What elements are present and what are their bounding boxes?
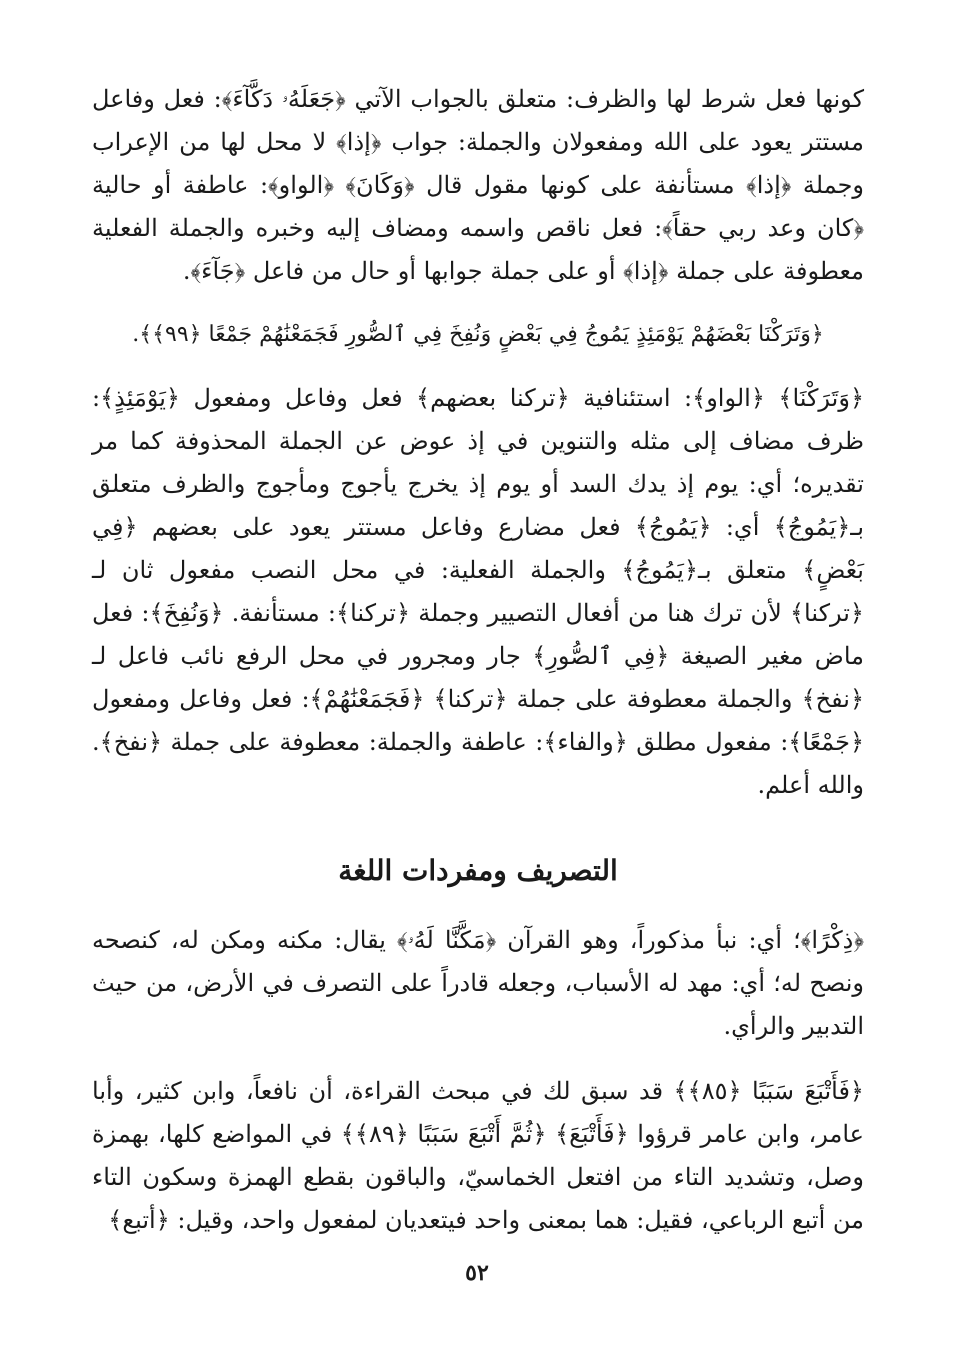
paragraph-4: ﴿فَأَتْبَعَ سَبَبًا ﴿٨٥﴾﴾ قد سبق لك في مبحث القراءة، أن نافعاً، وابن كثير، وأبا عامر، وابن عامر قرؤوا ﴿فَأَتْبَعَ﴾ ﴿ثُمَّ أَتْبَعَ سَبَبًا ﴿٨٩﴾﴾ في المواضع كلها، بهمزة وصل، وتشديد التاء من افتعل الخماسيّ، والباقون بقطع الهمزة وسكون التاء من أتبع الرباعي، فقيل: هما بمعنى واحد فيتعديان لمفعول واحد، وقيل: ﴿أتبع﴾ xyxy=(92,1077,864,1234)
quran-verse: ﴿وَتَرَكْنَا بَعْضَهُمْ يَوْمَئِذٍ يَمُوجُ فِي بَعْضٍ وَنُفِخَ فِي ٱلصُّورِ فَجَمَعْنَٰهُمْ جَمْعًا ﴿٩٩﴾﴾. xyxy=(132,322,824,347)
section-heading: التصريف ومفردات اللغة xyxy=(338,854,618,887)
paragraph-1: كونها فعل شرط لها والظرف: متعلق بالجواب الآتي ﴿جَعَلَهُۥ دَكَّآءَ﴾: فعل وفاعل مستتر يعود على الله ومفعولان والجملة: جواب ﴿إذا﴾ لا محل لها من الإعراب وجملة ﴿إذا﴾ مستأنفة على كونها مقول قال ﴿وَكَانَ﴾ ﴿الواو﴾: عاطفة أو حالية ﴿كان وعد ربي حقاً﴾: فعل ناقص واسمه ومضاف إليه وخبره والجملة الفعلية معطوفة على جملة ﴿إذا﴾ أو على جملة جوابها أو حال من فاعل ﴿جَآءَ﴾. xyxy=(92,85,864,285)
paragraph-3: ﴿ذِكْرًا﴾؛ أي: نبأ مذكوراً، وهو القرآن ﴿مَكَّنَّا لَهُۥ﴾ يقال: مكنه ومكن له، كنصحه ونصح له؛ أي: مهد له الأسباب، وجعله قادراً على التصرف في الأرض، من حيث التدبير والرأي. xyxy=(92,926,864,1040)
page-content xyxy=(92,78,864,1242)
page-number: ٥٢ xyxy=(465,1260,489,1286)
paragraph-2: ﴿وَتَرَكْنَا﴾ ﴿الواو﴾: استئنافية ﴿تركنا بعضهم﴾ فعل وفاعل ومفعول ﴿يَوْمَئِذٍ﴾: ظرف مضاف إلى مثله والتنوين في إذ عوض عن الجملة المحذوفة كما مر تقديره؛ أي: يوم إذ يدك السد أو يوم إذ يخرج يأجوج ومأجوج والظرف متعلق بـ﴿يَمُوجُ﴾ أي: ﴿يَمُوجُ﴾ فعل مضارع وفاعل مستتر يعود على بعضهم ﴿فِي بَعْضٍ﴾ متعلق بـ﴿يَمُوجُ﴾ والجملة الفعلية: في محل النصب مفعول ثان لـ ﴿تركنا﴾ لأن ترك هنا من أفعال التصيير وجملة ﴿تركنا﴾: مستأنفة. ﴿وَنُفِخَ﴾: فعل ماض مغير الصيغة ﴿فِي ٱلصُّورِ﴾ جار ومجرور في محل الرفع نائب فاعل لـ ﴿نفخ﴾ والجملة معطوفة على جملة ﴿تركنا﴾ ﴿فَجَمَعْنَٰهُمْ﴾: فعل وفاعل ومفعول ﴿جَمْعًا﴾: مفعول مطلق ﴿والفاء﴾: عاطفة والجملة: معطوفة على جملة ﴿نفخ﴾. والله أعلم. xyxy=(92,384,865,799)
